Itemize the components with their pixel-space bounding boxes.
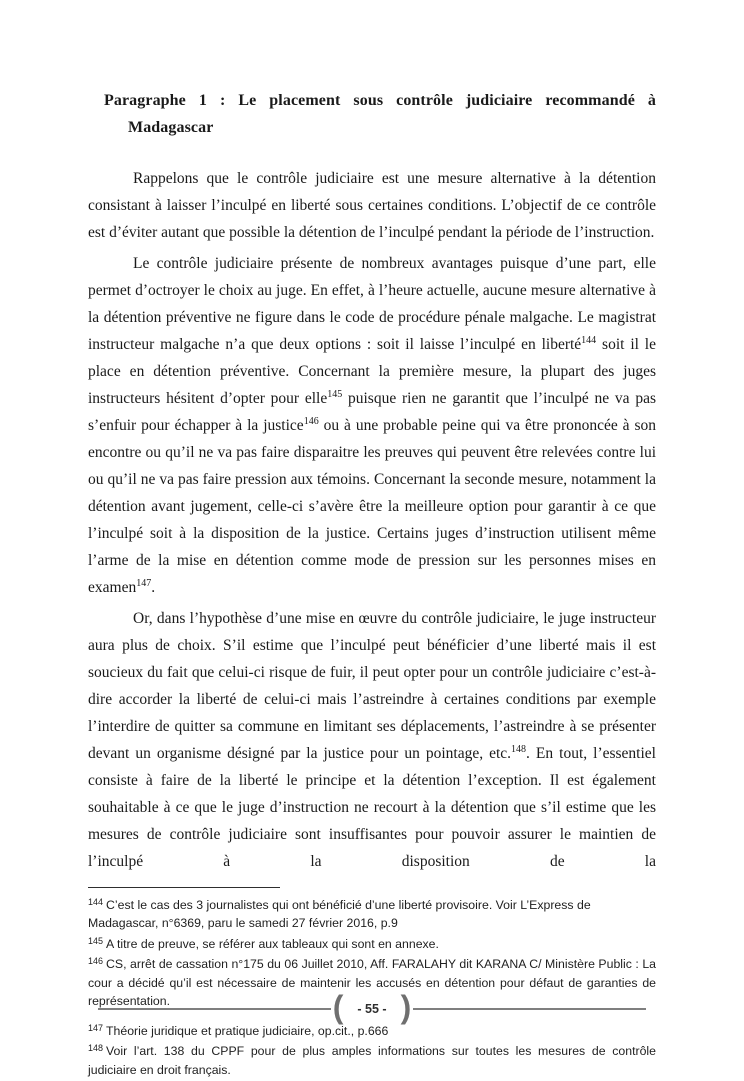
section-heading-line-2: Madagascar [128,119,214,136]
text-run: ou à une probable peine qui va être prononcée à son encontre ou qu’il ne va pas faire disparaitre les preuves qui peuvent être relevées contre lui ou qu’il ne va pas faire pression aux témoins. Concernant la seconde mesure, notamment la détention avant jugement, celle-ci s’avère être la meilleure option pour garantir à ce que l’inculpé soit à la disposition de la justice. Certains juges d’instruction utilisent même l’arme de la mise en détention comme mode de pression sur les personnes mises en examen [88,417,656,596]
footnote-text: CS, arrêt de cassation n°175 du 06 Juillet 2010, Aff. FARALAHY dit KARANA C/ Ministère Public : La cour a décidé qu’il est nécessaire de maintenir les accusés en détention pour défaut de garanties de représentation. [88,957,656,1009]
text-run: . [151,579,156,596]
body-paragraph-2 [88,250,656,601]
footnote-ref-144: 144 [581,335,597,346]
footnote-ref-145: 145 [327,389,343,400]
footnote-text: A titre de preuve, se référer aux tableaux qui sont en annexe. [106,936,439,951]
page-content [88,87,656,1081]
footnotes-section [88,896,656,1079]
section-heading-line-1: Paragraphe 1 : Le placement sous contrôle judiciaire recommandé à [104,92,656,109]
footnote-number: 146 [88,956,104,967]
footnote-text: Voir l’art. 138 du CPPF pour de plus amples informations sur toutes les mesures de contrôle judiciaire en droit français. [88,1044,656,1077]
section-heading [88,87,656,141]
footnote-number: 145 [88,935,104,946]
footnote-144 [88,896,656,933]
text-run: Le contrôle judiciaire présente de nombreux avantages puisque d’une part, elle permet d’octroyer le choix au juge. En effet, à l’heure actuelle, aucune mesure alternative à la détention préventive ne figure dans le code de procédure pénale malgache. Le magistrat instructeur malgache n’a que deux options : soit il laisse l’inculpé en liberté [88,255,656,353]
footnote-ref-148: 148 [511,744,527,755]
body-paragraph-1 [88,165,656,246]
footnote-ref-146: 146 [303,416,319,427]
text-run: Or, dans l’hypothèse d’une mise en œuvre du contrôle judiciaire, le juge instructeur aura plus de choix. S’il estime que l’inculpé peut bénéficier d’une liberté mais il est soucieux du fait que celui-ci risque de fuir, il peut opter pour un contrôle judiciaire c’est-à-dire accorder la liberté de celui-ci mais l’astreindre à certaines conditions par exemple l’interdire de quitter sa commune en limitant ses déplacements, l’astreindre à se présenter devant un organisme désigné par la justice pour un pointage, etc. [88,610,656,762]
footnote-148 [88,1042,656,1079]
footnote-145 [88,935,656,953]
footnote-separator [88,887,280,888]
body-paragraph-3 [88,605,656,875]
footnote-number: 148 [88,1043,104,1054]
footer-right-bracket-icon: ) [400,989,412,1025]
footnote-ref-147: 147 [136,578,152,589]
text-run: soit il le place en détention préventive. Concernant la première mesure, la plupart des juges instructeurs hésitent d’opter pour elle [88,336,656,407]
text-run: Rappelons que le contrôle judiciaire est une mesure alternative à la détention consistant à laisser l’inculpé en liberté sous certaines conditions. L’objectif de ce contrôle est d’éviter autant que possible la détention de l’inculpé pendant la période de l’instruction. [88,170,656,241]
footnote-number: 147 [88,1022,104,1033]
footer-rule-right [413,1008,646,1010]
footer-left-bracket-icon: ( [332,989,344,1025]
text-run: . En tout, l’essentiel consiste à faire de la liberté le principe et la détention l’exception. Il est également souhaitable à ce que le juge d’instruction ne recourt à la détention que s’il estime que les mesures de contrôle judiciaire sont insuffisantes pour pouvoir assurer le maintien de l’inculpé à la disposition de la [88,745,656,870]
page-footer [98,990,646,1028]
footnote-text: Théorie juridique et pratique judiciaire, op.cit., p.666 [106,1023,389,1038]
footer-rule-left [98,1008,331,1010]
text-run: puisque rien ne garantit que l’inculpé ne va pas s’enfuir pour échapper à la justice [88,390,656,434]
page-number: - 55 - [357,1002,387,1016]
footnote-text: C’est le cas des 3 journalistes qui ont bénéficié d’une liberté provisoire. Voir L’Express de Madagascar, n°6369, paru le samedi 27 février 2016, p.9 [88,898,591,931]
footnote-number: 144 [88,897,104,907]
